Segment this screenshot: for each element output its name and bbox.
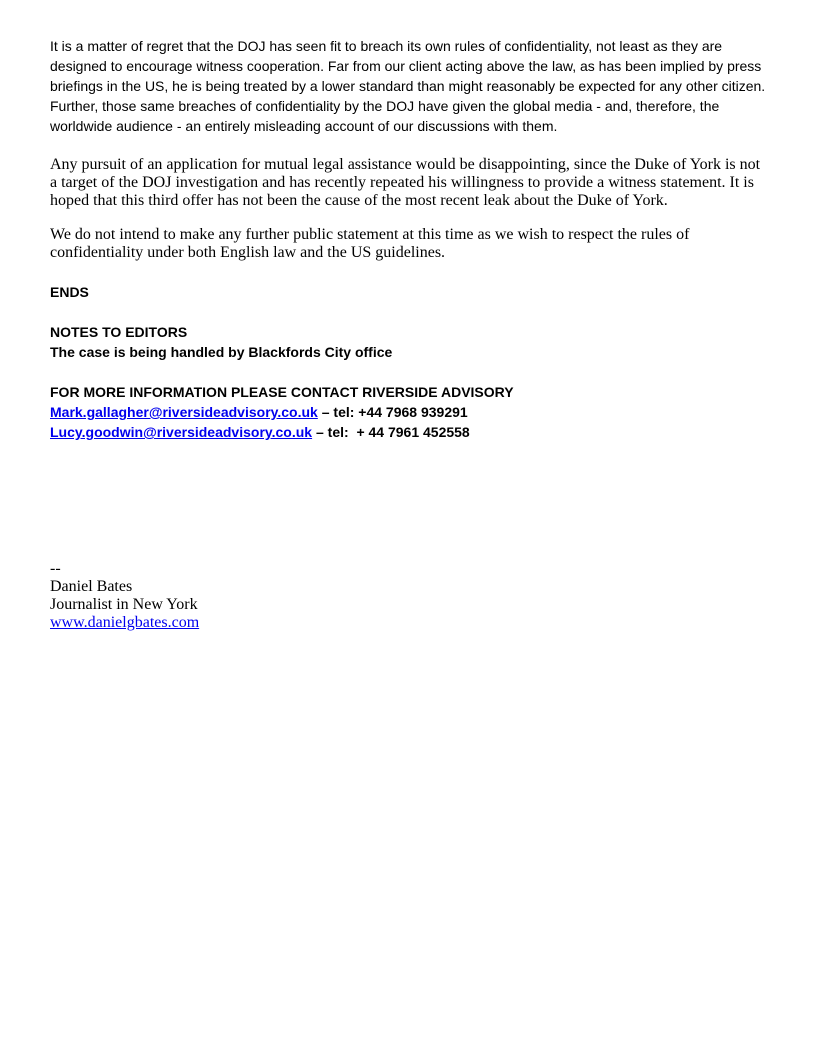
contact-line-lucy bbox=[50, 422, 770, 442]
notes-heading: NOTES TO EDITORS bbox=[50, 324, 188, 340]
document-body bbox=[50, 36, 770, 632]
notes-to-editors bbox=[50, 322, 770, 362]
ends-marker: ENDS bbox=[50, 284, 89, 300]
notes-text: The case is being handled by Blackfords City office bbox=[50, 344, 393, 360]
paragraph-mutual-legal-assistance: Any pursuit of an application for mutual legal assistance would be disappointing, since the Duke of York is not a target of the DOJ investigation and has recently repeated his willingness to provide a witness statement. It is hoped that this third offer has not been the cause of the most recent leak about the Duke of York. bbox=[50, 156, 761, 209]
signature-title: Journalist in New York bbox=[50, 596, 198, 613]
contact-email-link[interactable]: Mark.gallagher@riversideadvisory.co.uk bbox=[50, 404, 318, 420]
contact-line-mark bbox=[50, 402, 770, 422]
paragraph-no-further-statement: We do not intend to make any further public statement at this time as we wish to respect the rules of confidentiality under both English law and the US guidelines. bbox=[50, 226, 690, 261]
email-signature bbox=[50, 560, 770, 632]
signature-name: Daniel Bates bbox=[50, 578, 133, 595]
paragraph-doj-confidentiality: It is a matter of regret that the DOJ has seen fit to breach its own rules of confidentiality, not least as they are designed to encourage witness cooperation. Far from our client acting above the law, as has been implied by press briefings in the US, he is being treated by a lower standard than might reasonably be expected for any other citizen. Further, those same breaches of confidentiality by the DOJ have given the global media - and, therefore, the worldwide audience - an entirely misleading account of our discussions with them. bbox=[50, 38, 766, 134]
contact-phone: – tel: +44 7968 939291 bbox=[317, 404, 468, 420]
contact-phone: – tel: + 44 7961 452558 bbox=[312, 424, 470, 440]
signature-website-link[interactable]: www.danielgbates.com bbox=[50, 614, 200, 631]
contact-block bbox=[50, 382, 770, 442]
contact-email-link[interactable]: Lucy.goodwin@riversideadvisory.co.uk bbox=[50, 424, 313, 440]
signature-separator: -- bbox=[50, 560, 61, 577]
contact-heading: FOR MORE INFORMATION PLEASE CONTACT RIVERSIDE ADVISORY bbox=[50, 384, 514, 400]
